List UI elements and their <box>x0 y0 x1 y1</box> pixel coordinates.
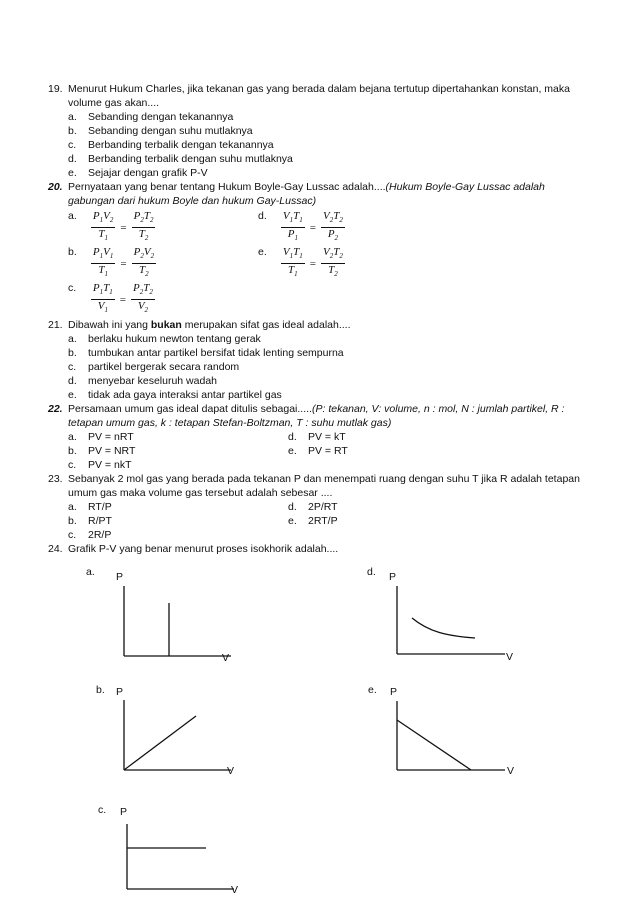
linear-line <box>124 716 196 770</box>
question-text: Menurut Hukum Charles, jika tekanan gas yang berada dalam bejana tertutup dipertahankan konstan, maka volume gas akan.... <box>68 83 570 109</box>
question-text: Persamaan umum gas ideal dapat ditulis sebagai..... <box>68 403 312 415</box>
q20-option-a[interactable]: a. $\frac{P_1V_2}{T_1}$ = $\frac{P_2T_2}{T_2}$ <box>68 209 155 245</box>
q19-option-e[interactable]: e. Sejajar dengan grafik P-V <box>68 167 208 179</box>
question-number: 19. <box>48 83 63 95</box>
emphasis-word: bukan <box>150 319 182 331</box>
decreasing-line <box>397 720 471 770</box>
q24-graph-c[interactable]: c. P V <box>98 804 258 904</box>
q19-option-d[interactable]: d. Berbanding terbalik dengan suhu mutlaknya <box>68 153 293 165</box>
hyperbola-curve <box>412 618 475 638</box>
q23-option-c[interactable]: c. 2R/P <box>68 529 112 541</box>
q24-graph-b[interactable]: b. P V <box>96 684 256 784</box>
equation: $\frac{P_1T_1}{V_1}$ = $\frac{P_2T_2}{V_2}$ <box>92 282 153 315</box>
q24-graph-a[interactable]: a. P V <box>86 566 246 666</box>
equation: $\frac{V_1T_1}{T_1}$ = $\frac{V_2T_2}{T_2}$ <box>282 246 343 279</box>
question-19 <box>48 82 593 110</box>
q21-option-e[interactable]: e. tidak ada gaya interaksi antar partikel gas <box>68 389 282 401</box>
question-note: (P: tekanan, V: volume, n : mol, N : jumlah partikel, R : tetapan umum gas, k : tetapan Stefan-Boltzman, T : suhu mutlak gas) <box>68 403 565 429</box>
q23-option-a[interactable]: a. RT/P <box>68 501 112 513</box>
question-note: (Hukum Boyle-Gay Lussac adalah gabungan dari hukum Boyle dan hukum Gay-Lussac) <box>68 181 545 207</box>
q22-option-b[interactable]: b. PV = NRT <box>68 445 136 457</box>
equation: $\frac{V_1T_1}{P_1}$ = $\frac{V_2T_2}{P_2}$ <box>282 210 343 243</box>
question-number: 21. <box>48 319 63 331</box>
q19-option-a[interactable]: a. Sebanding dengan tekanannya <box>68 111 234 123</box>
question-22 <box>48 402 593 430</box>
question-24 <box>48 542 593 556</box>
pv-graph-e <box>368 684 528 784</box>
q20-option-d[interactable]: d. $\frac{V_1T_1}{P_1}$ = $\frac{V_2T_2}{P_2}$ <box>258 209 345 245</box>
question-20 <box>48 180 593 208</box>
equation: $\frac{P_1V_1}{T_1}$ = $\frac{P_2V_2}{T_2}$ <box>92 246 155 279</box>
pv-graph-c <box>98 804 258 904</box>
pv-graph-d <box>367 566 527 666</box>
q22-option-a[interactable]: a. PV = nRT <box>68 431 134 443</box>
pv-graph-b <box>96 684 256 784</box>
q23-option-d[interactable]: d. 2P/RT <box>288 501 338 513</box>
q23-option-b[interactable]: b. R/PT <box>68 515 112 527</box>
q24-graph-e[interactable]: e. P V <box>368 684 528 784</box>
question-text: Sebanyak 2 mol gas yang berada pada tekanan P dan menempati ruang dengan suhu T jika R adalah tetapan umum gas maka volume gas tersebut adalah sebesar .... <box>68 473 580 499</box>
question-number: 23. <box>48 473 63 485</box>
q20-option-b[interactable]: b. $\frac{P_1V_1}{T_1}$ = $\frac{P_2V_2}{T_2}$ <box>68 245 156 281</box>
question-number: 20. <box>48 181 63 193</box>
question-21: 21. Dibawah ini yang bukan merupakan sifat gas ideal adalah.... <box>48 319 351 331</box>
q21-option-c[interactable]: c. partikel bergerak secara random <box>68 361 240 373</box>
q24-graph-d[interactable]: d. P V <box>367 566 527 666</box>
question-number: 22. <box>48 403 63 415</box>
q19-option-c[interactable]: c. Berbanding terbalik dengan tekanannya <box>68 139 274 151</box>
equation: $\frac{P_1V_2}{T_1}$ = $\frac{P_2T_2}{T_2}$ <box>92 210 154 243</box>
q20-option-e[interactable]: e. $\frac{V_1T_1}{T_1}$ = $\frac{V_2T_2}{T_2}$ <box>258 245 345 281</box>
question-23 <box>48 472 593 500</box>
q22-option-e[interactable]: e. PV = RT <box>288 445 348 457</box>
q23-option-e[interactable]: e. 2RT/P <box>288 515 338 527</box>
pv-graph-a <box>86 566 246 666</box>
question-text: Grafik P-V yang benar menurut proses isokhorik adalah.... <box>68 543 339 555</box>
q19-option-b[interactable]: b. Sebanding dengan suhu mutlaknya <box>68 125 253 137</box>
q22-option-d[interactable]: d. PV = kT <box>288 431 346 443</box>
q20-option-c[interactable]: c. $\frac{P_1T_1}{V_1}$ = $\frac{P_2T_2}{V_2}$ <box>68 281 155 317</box>
q21-option-a[interactable]: a. berlaku hukum newton tentang gerak <box>68 333 261 345</box>
q21-option-b[interactable]: b. tumbukan antar partikel bersifat tidak lenting sempurna <box>68 347 344 359</box>
question-text: Pernyataan yang benar tentang Hukum Boyle-Gay Lussac adalah.... <box>68 181 386 193</box>
q21-option-d[interactable]: d. menyebar keseluruh wadah <box>68 375 217 387</box>
q22-option-c[interactable]: c. PV = nkT <box>68 459 132 471</box>
question-number: 24. <box>48 543 63 555</box>
